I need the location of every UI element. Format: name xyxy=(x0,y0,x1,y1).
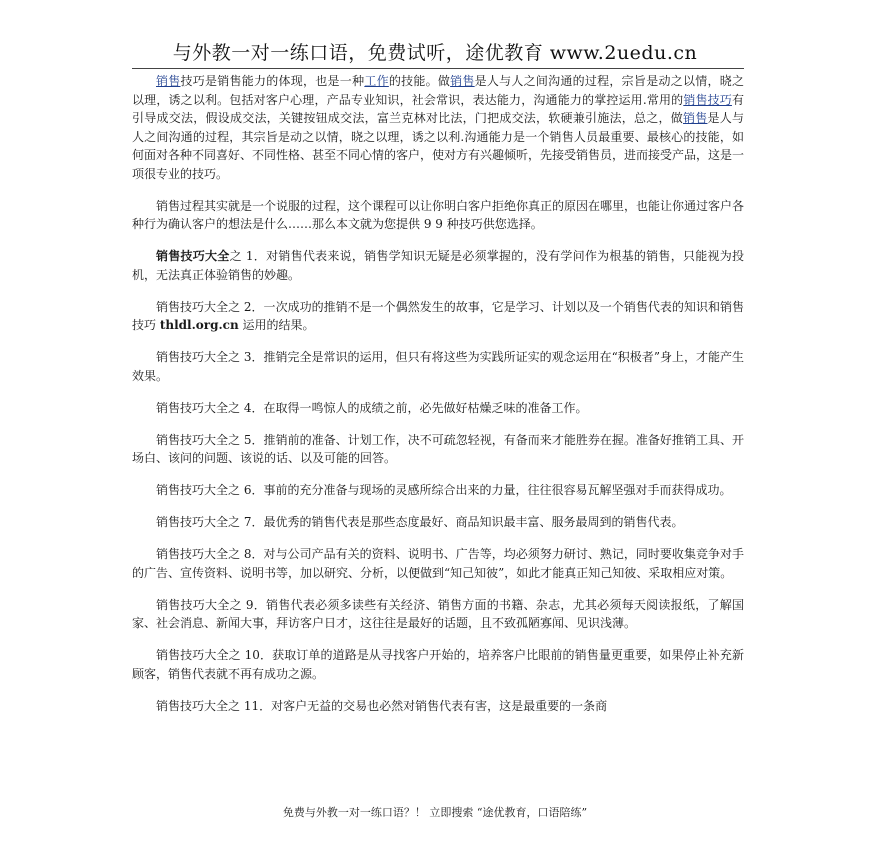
link-gongzuo[interactable]: 工作 xyxy=(364,74,389,88)
tip-paragraph-9: 销售技巧大全之 9．销售代表必须多读些有关经济、销售方面的书籍、杂志，尤其必须每天阅读报纸，了解国家、社会消息、新闻大事，拜访客户日才，这往往是最好的话题，且不致孤陋寡闻、见识浅薄。 xyxy=(132,597,744,630)
page-header: 与外教一对一练口语，免费试听，途优教育 www.2uedu.cn xyxy=(172,42,698,64)
intro-text: 技巧是销售能力的体现，也是一种 xyxy=(180,74,365,88)
document-body xyxy=(132,70,744,729)
summary-paragraph: 销售过程其实就是一个说服的过程，这个课程可以让你明白客户拒绝你真正的原因在哪里，也能让你通过客户各种行为确认客户的想法是什么……那么本文就为您提供 9 9 种技巧供您选择。 xyxy=(132,198,745,231)
intro-text: 有引导成交法，假设成交法，关键按钮成交法，富兰克林对比法，门把成交法，软硬兼引施法，总之，做 xyxy=(132,92,744,125)
tip-paragraph-6: 销售技巧大全之 6．事前的充分准备与现场的灵感所综合出来的力量，往往很容易瓦解坚强对手而获得成功。 xyxy=(156,483,732,497)
tip-paragraph-1 xyxy=(132,247,744,284)
tip-paragraph-8: 销售技巧大全之 8．对与公司产品有关的资料、说明书、广告等，均必须努力研讨、熟记，同时要收集竞争对手的广告、宣传资料、说明书等，加以研究、分析，以便做到“知己知彼”，如此才能真正知己知彼、采取相应对策。 xyxy=(132,547,744,580)
intro-text: 是人与人之间沟通的过程，宗旨是动之以情，晓之以理，诱之以利。包括对客户心理，产品专业知识，社会常识，表达能力，沟通能力的掌控运用.常用的 xyxy=(132,74,744,107)
link-xiaoshou[interactable]: 销售 xyxy=(682,111,708,125)
intro-text: 是人与人之间沟通的过程，其宗旨是动之以情，晓之以理，诱之以利.沟通能力是一个销售人员最重要、最核心的技能，如何面对各种不同喜好、不同性格、甚至不同心情的客户，使对方有兴趣倾听，先接受销售员，进而接受产品，这是一项很专业的技巧。 xyxy=(132,111,745,181)
link-xiaoshou[interactable]: 销售 xyxy=(450,74,475,88)
intro-paragraph xyxy=(132,72,744,183)
tip-text: 销售技巧大全之 2．一次成功的推销不是一个偶然发生的故事，它是学习、计划以及一个销售代表的知识和销售技巧 xyxy=(132,299,744,332)
tip-paragraph-11: 销售技巧大全之 11．对客户无益的交易也必然对销售代表有害，这是最重要的一条商 xyxy=(156,698,608,713)
page-footer: 免费与外教一对一练口语？！ 立即搜索 “途优教育，口语陪练” xyxy=(282,806,588,819)
link-xiaoshou[interactable]: 销售 xyxy=(156,74,181,88)
tip-heading-bold: 销售技巧大全 xyxy=(156,249,230,263)
link-xiaoshou-jiqiao[interactable]: 销售技巧 xyxy=(683,92,732,107)
header-divider xyxy=(132,68,744,69)
intro-text: 的技能。做 xyxy=(388,74,451,88)
tip-paragraph-7: 销售技巧大全之 7．最优秀的销售代表是那些态度最好、商品知识最丰富、服务最周到的销售代表。 xyxy=(156,515,684,529)
tip-paragraph-4: 销售技巧大全之 4．在取得一鸣惊人的成绩之前，必先做好枯燥乏味的准备工作。 xyxy=(156,400,588,415)
tip-paragraph-10: 销售技巧大全之 10．获取订单的道路是从寻找客户开始的，培养客户比眼前的销售量更重要，如果停止补充新顾客，销售代表就不再有成功之源。 xyxy=(132,648,744,681)
tip-text: 之 1．对销售代表来说，销售学知识无疑是必须掌握的，没有学问作为根基的销售，只能视为投机，无法真正体验销售的妙趣。 xyxy=(132,249,744,282)
tip-paragraph-3: 销售技巧大全之 3．推销完全是常识的运用，但只有将这些为实践所证实的观念运用在“积极者”身上，才能产生效果。 xyxy=(132,350,744,383)
tip-domain-bold: thldl.org.cn xyxy=(159,318,239,332)
tip-paragraph-5: 销售技巧大全之 5．推销前的准备、计划工作，决不可疏忽轻视，有备而来才能胜券在握。准备好推销工具、开场白、该问的问题、该说的话、以及可能的回答。 xyxy=(132,432,744,465)
tip-paragraph-2 xyxy=(132,298,744,335)
tip-text: 运用的结果。 xyxy=(238,318,315,332)
